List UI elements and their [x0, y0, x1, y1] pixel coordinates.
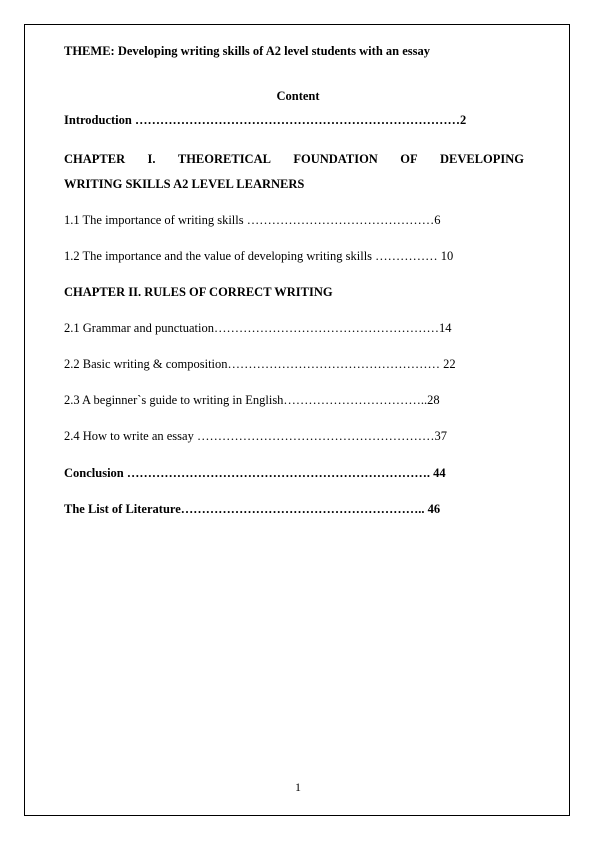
chapter1-word: FOUNDATION	[293, 152, 378, 166]
toc-item-1-1: 1.1 The importance of writing skills ………………………………………6	[64, 213, 441, 227]
content-title: Content	[276, 89, 320, 103]
page-number: 1	[295, 780, 301, 794]
chapter1-word: DEVELOPING	[439, 152, 524, 166]
toc-item-2-2: 2.2 Basic writing & composition…………………………………………… 22	[64, 357, 456, 371]
toc-chapter2: CHAPTER II. RULES OF CORRECT WRITING	[64, 285, 333, 299]
toc-chapter1-line1	[64, 151, 524, 167]
toc-introduction: Introduction ……………………………………………………………………2	[64, 113, 467, 127]
toc-item-2-4: 2.4 How to write an essay …………………………………………………37	[64, 429, 447, 443]
toc-conclusion: Conclusion ………………………………………………………………. 44	[64, 466, 446, 480]
chapter1-word: OF	[400, 152, 418, 166]
chapter1-word: CHAPTER	[64, 152, 126, 166]
toc-literature: The List of Literature………………………………………………….. 46	[64, 502, 441, 516]
toc-item-2-3: 2.3 A beginner`s guide to writing in English……………………………..28	[64, 393, 440, 407]
theme-heading: THEME: Developing writing skills of A2 level students with an essay	[64, 44, 430, 58]
toc-item-1-2: 1.2 The importance and the value of developing writing skills …………… 10	[64, 249, 454, 263]
page-border	[24, 24, 570, 816]
chapter1-word: I.	[147, 152, 156, 166]
toc-item-2-1: 2.1 Grammar and punctuation………………………………………………14	[64, 321, 452, 335]
chapter1-word: THEORETICAL	[177, 152, 271, 166]
toc-chapter1-line2: WRITING SKILLS A2 LEVEL LEARNERS	[64, 177, 305, 191]
